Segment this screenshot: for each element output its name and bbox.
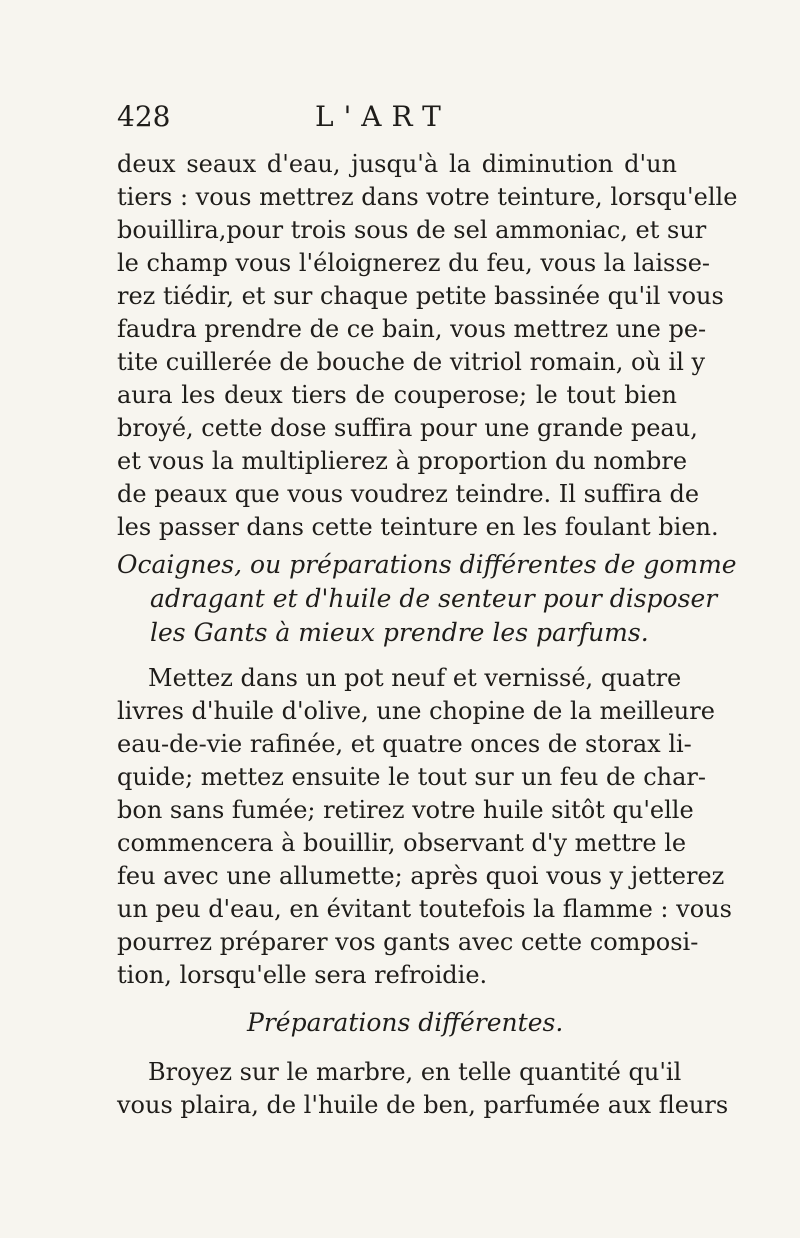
text-line: bouillira,pour trois sous de sel ammoniac, et sur bbox=[117, 216, 707, 244]
running-title: L'ART bbox=[315, 100, 451, 133]
text-line: broyé, cette dose suffira pour une grande peau, bbox=[117, 414, 698, 442]
page-number: 428 bbox=[117, 100, 171, 133]
text-line: et vous la multiplierez à proportion du nombre bbox=[117, 447, 688, 475]
text-line: faudra prendre de ce bain, vous mettrez une pe- bbox=[117, 315, 707, 343]
section-heading-line: adragant et d'huile de senteur pour disposer bbox=[150, 584, 718, 613]
text-line: aura les deux tiers de couperose; le tout bien bbox=[117, 381, 677, 409]
text-line: deux seaux d'eau, jusqu'à la diminution d'un bbox=[117, 150, 677, 178]
text-line: le champ vous l'éloignerez du feu, vous la laisse- bbox=[117, 249, 711, 277]
section-heading-line: les Gants à mieux prendre les parfums. bbox=[150, 618, 649, 647]
text-line: un peu d'eau, en évitant toutefois la flamme : vous bbox=[117, 895, 732, 923]
section-heading-line: Ocaignes, ou préparations différentes de gomme bbox=[117, 550, 737, 579]
text-line: de peaux que vous voudrez teindre. Il suffira de bbox=[117, 480, 700, 508]
text-line: feu avec une allumette; après quoi vous y jetterez bbox=[117, 862, 725, 890]
text-line: Mettez dans un pot neuf et vernissé, quatre bbox=[148, 664, 682, 692]
text-line: commencera à bouillir, observant d'y mettre le bbox=[117, 829, 687, 857]
text-line: tion, lorsqu'elle sera refroidie. bbox=[117, 961, 488, 989]
text-line: rez tiédir, et sur chaque petite bassinée qu'il vous bbox=[117, 282, 724, 310]
page-header bbox=[117, 100, 677, 140]
text-line: eau-de-vie rafinée, et quatre onces de storax li- bbox=[117, 730, 692, 758]
text-line: quide; mettez ensuite le tout sur un feu de char- bbox=[117, 763, 706, 791]
text-line: bon sans fumée; retirez votre huile sitôt qu'elle bbox=[117, 796, 694, 824]
text-line: vous plaira, de l'huile de ben, parfumée aux fleurs bbox=[117, 1091, 729, 1119]
text-line: tiers : vous mettrez dans votre teinture, lorsqu'elle bbox=[117, 183, 738, 211]
text-line: Broyez sur le marbre, en telle quantité qu'il bbox=[148, 1058, 682, 1086]
text-line: tite cuillerée de bouche de vitriol romain, où il y bbox=[117, 348, 706, 376]
text-line: pourrez préparer vos gants avec cette composi- bbox=[117, 928, 699, 956]
text-line: livres d'huile d'olive, une chopine de la meilleure bbox=[117, 697, 715, 725]
text-line: les passer dans cette teinture en les foulant bien. bbox=[117, 513, 719, 541]
section-heading: Préparations différentes. bbox=[247, 1008, 564, 1037]
